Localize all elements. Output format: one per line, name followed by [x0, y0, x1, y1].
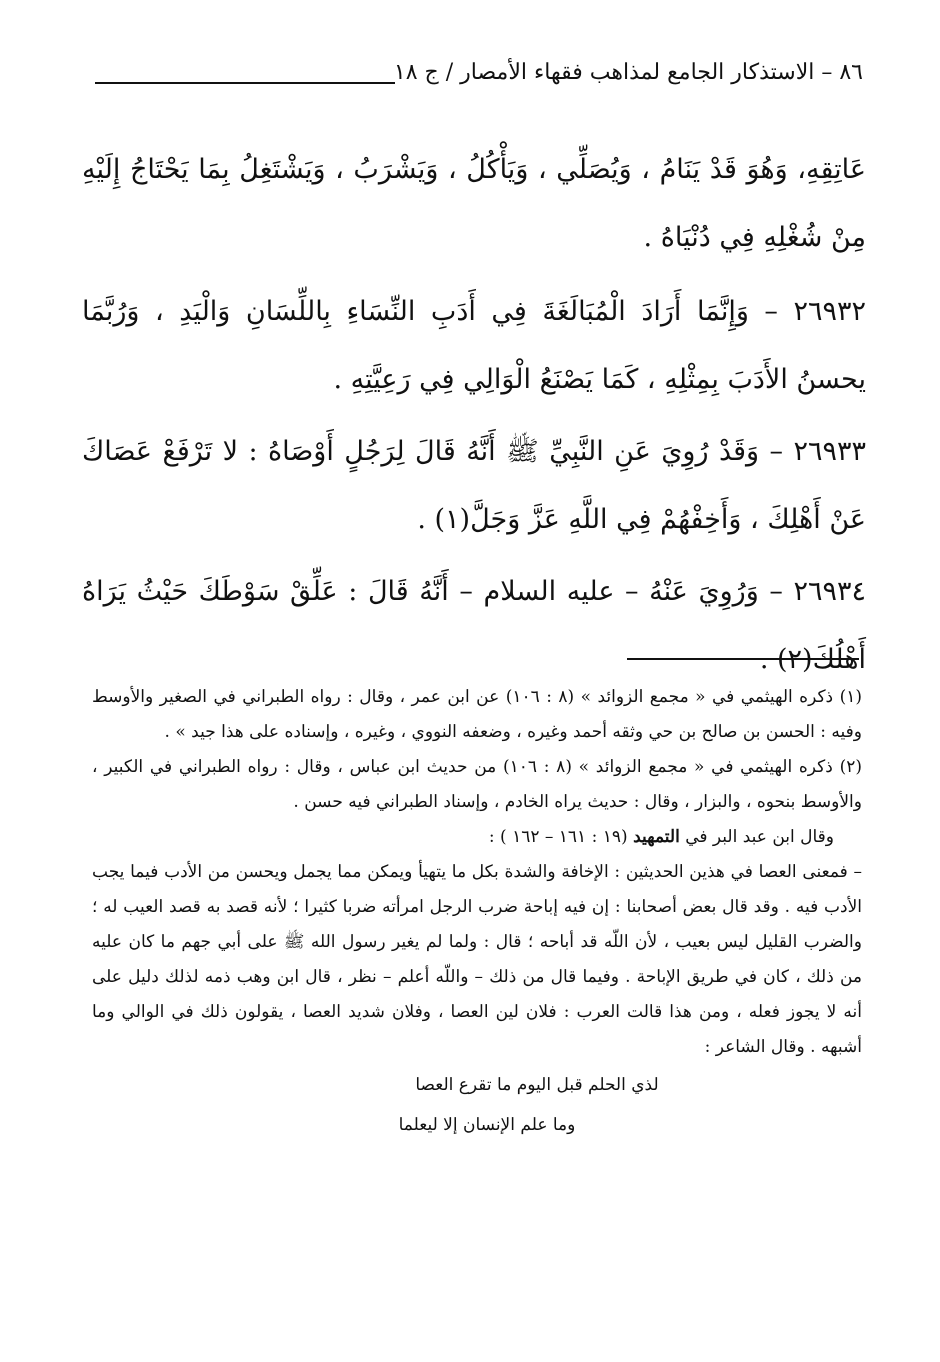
paragraph-26933: ٢٦٩٣٣ – وَقَدْ رُوِيَ عَنِ النَّبِيِّ ﷺ أَنَّهُ قَالَ لِرَجُلٍ أَوْصَاهُ : لا تَرْفَعْ عَصَاكَ عَنْ أَهْلِكَ ، وَأَخِفْهُمْ فِي اللَّهِ عَزَّ وَجَلَّ(١) .: [82, 436, 866, 535]
quote-intro-prefix: وقال ابن عبد البر في: [679, 827, 834, 847]
footnote-2: (٢) ذكره الهيثمي في « مجمع الزوائد » (٨ : ١٠٦) من حديث ابن عباس ، وقال : رواه الطبراني في الكبير ، والأوسط بنحوه ، والبزار ، وقال : حديث يراه الخادم ، وإسناد الطبراني فيه حسن .: [92, 757, 862, 812]
footnote-separator: [627, 658, 859, 660]
source-title: التمهيد: [633, 827, 680, 847]
page-header: [95, 60, 863, 96]
verse-line-1: لذي الحلم قبل اليوم ما تقرع العصا: [415, 1075, 659, 1095]
main-text: [82, 136, 866, 694]
header-rule: [95, 82, 395, 84]
footnote-1: (١) ذكره الهيثمي في « مجمع الزوائد » (٨ : ١٠٦) عن ابن عمر ، وقال : رواه الطبراني في الصغير والأوسط وفيه : الحسن بن صالح بن حي وثقه أحمد وغيره ، وضعفه النووي ، وغيره ، وإسناده على هذا جيد » .: [92, 687, 862, 742]
running-head: ٨٦ – الاستذكار الجامع لمذاهب فقهاء الأمصار / ج ١٨: [393, 60, 863, 85]
paragraph-26932: ٢٦٩٣٢ – وَإِنَّمَا أَرَادَ الْمُبَالَغَةَ فِي أَدَبِ النِّسَاءِ بِاللِّسَانِ وَالْيَدِ ، وَرُبَّمَا يحسنُ الأَدَبَ بِمِثْلِهِ ، كَمَا يَصْنَعُ الْوَالِي فِي رَعِيَّتِهِ .: [82, 296, 866, 395]
paragraph-26934: ٢٦٩٣٤ – وَرُوِيَ عَنْهُ – عليه السلام – أَنَّهُ قَالَ : عَلِّقْ سَوْطَكَ حَيْثُ يَرَاهُ أَهْلُكَ(٢) .: [82, 576, 866, 675]
verse-line-2: وما علم الإنسان إلا ليعلما: [398, 1115, 576, 1135]
footnote-quote-intro: [92, 820, 862, 855]
footnotes: [92, 680, 862, 1145]
paragraph-continuation: عَاتِقِهِ، وَهُوَ قَدْ يَنَامُ ، وَيُصَلِّي ، وَيَأْكُلُ ، وَيَشْرَبُ ، وَيَشْتَغِلُ بِمَا يَحْتَاجُ إِلَيْهِ مِنْ شُغْلِهِ فِي دُنْيَاهُ .: [82, 154, 866, 253]
quote-intro-suffix: (١٩ : ١٦١ – ١٦٢ ) :: [488, 827, 634, 847]
footnote-quote-body: – فمعنى العصا في هذين الحديثين : الإخافة والشدة بكل ما يتهيأ ويمكن مما يجمل ويحسن من الأدب فيما يجب الأدب فيه . وقد قال بعض أصحابنا : إن فيه إباحة ضرب الرجل امرأته ضربا كثيرا ؛ لأنه قصد به قصد العيب له ؛ والضرب القليل ليس بعيب ، لأن اللّه قد أباحه ؛ قال : ولما لم يغير رسول الله ﷺ على أبي جهم ما كان عليه من ذلك ، كان في طريق الإباحة . وفيما قال من ذلك – واللّه أعلم – نظر ، قال ابن وهب ذمه لذلك دليل على أنه لا يجوز فعله ، ومن هذا قالت العرب : فلان لين العصا ، وفلان شديد العصا ، يقولون ذلك في الوالي وما أشبهه . وقال الشاعر :: [92, 862, 862, 1057]
